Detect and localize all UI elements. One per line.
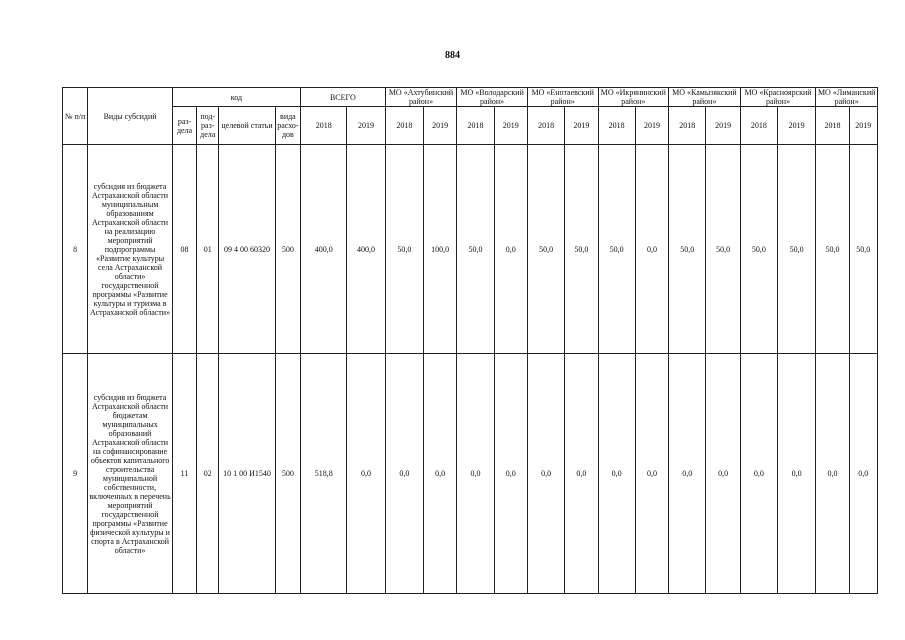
value-cell: 50,0 [527, 145, 564, 354]
target-article-code: 09 4 00 60320 [219, 145, 275, 354]
value-cell: 0,0 [669, 354, 706, 594]
table-row [63, 354, 878, 594]
value-cell: 50,0 [816, 145, 849, 354]
header-target-article: целевой статьи [219, 107, 275, 145]
value-cell: 50,0 [598, 145, 635, 354]
value-cell: 0,0 [635, 145, 668, 354]
header-year: 2019 [347, 107, 385, 145]
value-cell: 0,0 [527, 354, 564, 594]
header-year: 2018 [669, 107, 706, 145]
subsidy-description: субсидия из бюджета Астраханской области бюджетам муниципальных образований Астраханской области на софинансирование объектов капитального строительства муниципальной собственности, включенных в перечень мероприятий государственной программы «Развитие физической культуры и спорта в Астраханской области» [88, 354, 173, 594]
header-region-enotaevsky: МО «Енотаевский район» [527, 88, 598, 107]
value-cell: 50,0 [565, 145, 598, 354]
row-index: 9 [63, 354, 88, 594]
table-row [63, 145, 878, 354]
header-year: 2019 [565, 107, 598, 145]
value-cell: 0,0 [494, 354, 527, 594]
razdel-code: 11 [172, 354, 196, 594]
podrazdel-code: 01 [197, 145, 219, 354]
header-year: 2019 [424, 107, 457, 145]
value-cell: 50,0 [669, 145, 706, 354]
header-region-limansky: МО «Лиманский район» [816, 88, 878, 107]
header-year: 2018 [385, 107, 423, 145]
razdel-code: 08 [172, 145, 196, 354]
header-subsidy-type: Виды субсидий [88, 88, 173, 145]
header-region-volodarsky: МО «Володарский район» [457, 88, 528, 107]
header-year: 2019 [635, 107, 668, 145]
value-cell: 50,0 [706, 145, 740, 354]
value-cell: 400,0 [347, 145, 385, 354]
value-cell: 518,8 [301, 354, 347, 594]
value-cell: 0,0 [565, 354, 598, 594]
page-number: 884 [445, 50, 460, 61]
header-year: 2018 [598, 107, 635, 145]
value-cell: 0,0 [706, 354, 740, 594]
header-total: ВСЕГО [301, 88, 386, 107]
header-region-kamyzyaksky: МО «Камызякский район» [669, 88, 741, 107]
value-cell: 100,0 [424, 145, 457, 354]
subsidy-table [62, 87, 878, 594]
value-cell: 0,0 [385, 354, 423, 594]
header-region-ikryaninsky: МО «Икрянинский район» [598, 88, 669, 107]
expense-type-code: 500 [275, 354, 300, 594]
header-year: 2019 [706, 107, 740, 145]
value-cell: 0,0 [598, 354, 635, 594]
value-cell: 50,0 [849, 145, 877, 354]
header-index: № п/п [63, 88, 88, 145]
header-year: 2019 [849, 107, 877, 145]
header-year: 2018 [740, 107, 777, 145]
header-year: 2019 [494, 107, 527, 145]
header-year: 2019 [778, 107, 816, 145]
value-cell: 0,0 [849, 354, 877, 594]
value-cell: 0,0 [778, 354, 816, 594]
header-podrazdel: под-раз-дела [197, 107, 219, 145]
header-region-krasnoyarsky: МО «Красноярский район» [740, 88, 816, 107]
value-cell: 50,0 [740, 145, 777, 354]
header-expense-type: вида расхо-дов [275, 107, 300, 145]
header-region-akhtubinsky: МО «Ахтубинский район» [385, 88, 457, 107]
header-year: 2018 [527, 107, 564, 145]
value-cell: 0,0 [424, 354, 457, 594]
row-index: 8 [63, 145, 88, 354]
subsidy-description: субсидия из бюджета Астраханской области муниципальным образованиям Астраханской области на реализацию мероприятий подпрограммы «Развитие культуры села Астраханской области» государственной программы «Развитие культуры и туризма в Астраханской области» [88, 145, 173, 354]
value-cell: 0,0 [635, 354, 668, 594]
header-year: 2018 [816, 107, 849, 145]
target-article-code: 10 1 00 И1540 [219, 354, 275, 594]
value-cell: 50,0 [778, 145, 816, 354]
value-cell: 400,0 [301, 145, 347, 354]
value-cell: 0,0 [816, 354, 849, 594]
value-cell: 0,0 [740, 354, 777, 594]
header-code: код [172, 88, 300, 107]
value-cell: 0,0 [494, 145, 527, 354]
value-cell: 50,0 [385, 145, 423, 354]
value-cell: 0,0 [457, 354, 494, 594]
podrazdel-code: 02 [197, 354, 219, 594]
header-year: 2018 [457, 107, 494, 145]
header-year: 2018 [301, 107, 347, 145]
expense-type-code: 500 [275, 145, 300, 354]
value-cell: 0,0 [347, 354, 385, 594]
header-razdel: раз-дела [172, 107, 196, 145]
value-cell: 50,0 [457, 145, 494, 354]
